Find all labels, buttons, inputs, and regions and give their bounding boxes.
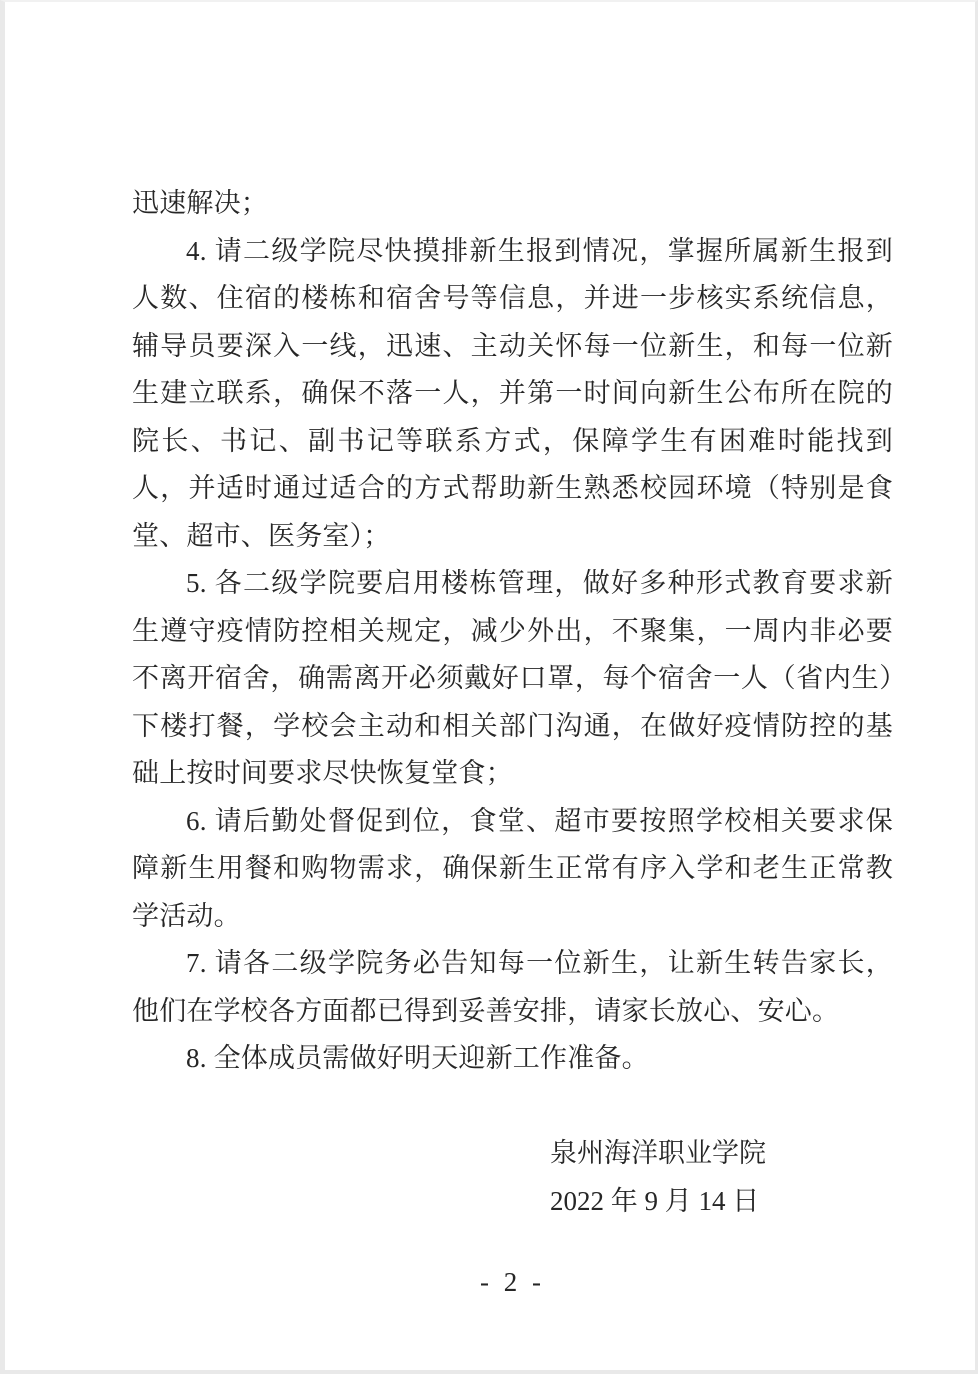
- page-content: [132, 2, 893, 1307]
- page-number: - 2 -: [480, 1267, 545, 1297]
- page-footer: [132, 1259, 893, 1307]
- signature-org: 泉州海洋职业学院: [550, 1138, 766, 1168]
- paragraph: 7. 请各二级学院务必告知每一位新生，让新生转告家长，他们在学校各方面都已得到妥善安排，请家长放心、安心。: [132, 948, 893, 1026]
- paragraph: 5. 各二级学院要启用楼栋管理，做好多种形式教育要求新生遵守疫情防控相关规定，减少外出，不聚集，一周内非必要不离开宿舍，确需离开必须戴好口罩，每个宿舍一人（省内生）下楼打餐，学校会主动和相关部门沟通，在做好疫情防控的基础上按时间要求尽快恢复堂食；: [132, 568, 893, 788]
- paragraph: 8. 全体成员需做好明天迎新工作准备。: [186, 1043, 649, 1073]
- paragraph: 迅速解决；: [132, 188, 268, 218]
- paragraph: 6. 请后勤处督促到位，食堂、超市要按照学校相关要求保障新生用餐和购物需求，确保新生正常有序入学和老生正常教学活动。: [132, 805, 893, 931]
- paragraph: 4. 请二级学院尽快摸排新生报到情况，掌握所属新生报到人数、住宿的楼栋和宿舍号等信息，并进一步核实系统信息，辅导员要深入一线，迅速、主动关怀每一位新生，和每一位新生建立联系，确保不落一人，并第一时间向新生公布所在院的院长、书记、副书记等联系方式，保障学生有困难时能找到人，并适时通过适合的方式帮助新生熟悉校园环境（特别是食堂、超市、医务室）；: [132, 235, 893, 551]
- signature-block: [132, 1130, 893, 1225]
- body-text: [132, 180, 893, 1083]
- signature-date: 2022 年 9 月 14 日: [550, 1185, 760, 1216]
